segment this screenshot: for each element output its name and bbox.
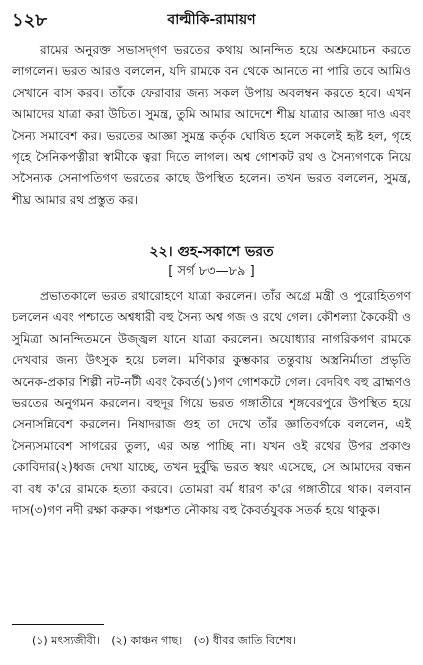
page-header [12,6,411,32]
footnote-2: (২) কাঞ্চন গাছ। [111,634,183,647]
page-number: ১২৮ [12,10,48,31]
footnote-divider [12,624,104,625]
section1-paragraph: রামের অনুরক্ত সভাসদ্‌গণ ভরতের কথায় আনন্দিত হয়ে অশ্রুমোচন করতে লাগলেন। ভরত আরও বললেন, যদি রামকে বন থেকে আনতে না পারি তবে আমিও সেখানে বাস করব। তাঁকে ফেরাবার জন্য সকল উপায় অবলম্বন করতে হবে। এখন আমাদের যাত্রা করা উচিত। সুমন্ত্র, তুমি আমার আদেশে শীঘ্র যাত্রার আজ্ঞা দাও এবং সৈন্য সমাবেশ কর। ভরতের আজ্ঞা সুমন্ত্র কর্তৃক ঘোষিত হলে সকলেই হৃষ্ট হল, গৃহে গৃহে সৈনিকপত্নীরা স্বামীকে ত্বরা দিতে লাগল। অশ্ব গোশকট রথ ও সৈন্যগণকে নিয়ে সসৈন্যক সেনাপতিগণ ভরতের কাছে উপস্থিত হলেন। তখন ভরত বললেন, সুমন্ত্র, শীঘ্র আমার রথ প্রস্তুত কর। [12,43,411,207]
section2-body [12,286,411,521]
footnote-3: (৩) ধীবর জাতি বিশেষ। [193,634,296,647]
section1-body [12,40,411,211]
verse-range: [ সর্গ ৮৩—৮৯ ] [168,264,255,279]
footnote-1: (১) মৎস্যজীবী। [32,634,100,647]
section2-paragraph: প্রভাতকালে ভরত রথারোহণে যাত্রা করলেন। তাঁর অগ্রে মন্ত্রী ও পুরোহিতগণ চললেন এবং পশ্চাতে অশ্বধারী বহু সৈন্য অশ্ব গজ ও রথে গেল। কৌশল্যা কৈকেয়ী ও সুমিত্রা আনন্দিতমনে উজ্জ্বল যানে যাত্রা করলেন। অযোধ্যার নাগরিকগণ রামকে দেখবার জন্য উৎসুক হয়ে চলল। মণিকার কুম্ভকার তন্তুবায় অস্ত্রনির্মাতা প্রভৃতি অনেক-প্রকার শিল্পী নট-নটী এবং কৈবর্ত(১)গণ গোশকটে গেল। বেদবিৎ বহু ব্রাহ্মণও ভরতের অনুগমন করলেন। বহুদূর গিয়ে ভরত গঙ্গাতীরে শৃঙ্গবেরপুরে উপস্থিত হয়ে সেনাসন্নিবেশ করলেন। নিষাদরাজ গুহ তা দেখে তাঁর জ্ঞাতিবর্গকে বললেন, এই সৈন্যসমাবেশ সাগরের তুল্য, এর অন্ত পাচ্ছি না। যখন ওই রথের উপর প্রকাণ্ড কোবিদার(২)ধ্বজ দেখা যাচ্ছে, তখন দুর্বুদ্ধি ভরত স্বয়ং এসেছে, সে আমাদের বন্ধন বা বধ ক'রে রামকে হত্যা করবে। তোমরা বর্ম ধারণ ক'রে গঙ্গাতীরে থাক। বলবান দাস(৩)গণ নদী রক্ষা করুক। পঞ্চশত নৌকায় বহু কৈবর্তযুবক সতর্ক হয়ে থাকুক। [12,289,411,518]
running-title: বাল্মীকি-রামায়ণ [167,12,256,28]
chapter-heading: ২২। গুহ-সকাশে ভরত [149,244,274,260]
footnotes [32,632,304,651]
